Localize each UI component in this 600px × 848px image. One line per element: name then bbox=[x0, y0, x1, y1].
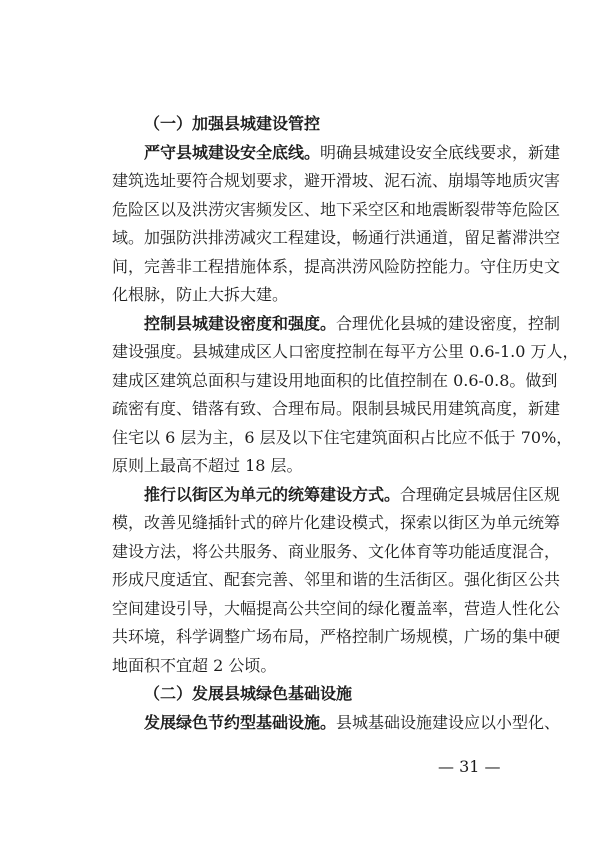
paragraph-line bbox=[112, 310, 561, 339]
paragraph-line bbox=[112, 481, 561, 510]
paragraph-text: 县城基础设施建设应以小型化、 bbox=[336, 712, 561, 732]
paragraph-line: 建筑选址要符合规划要求，避开滑坡、泥石流、崩塌等地质灾害 bbox=[112, 171, 561, 190]
paragraph-lead: 发展绿色节约型基础设施。 bbox=[144, 712, 337, 732]
paragraph-line: 共环境，科学调整广场布局，严格控制广场规模，广场的集中硬 bbox=[112, 627, 561, 646]
paragraph-line: 建成区建筑总面积与建设用地面积的比值控制在 0.6-0.8。做到 bbox=[112, 370, 558, 390]
paragraph-line: 地面积不宜超 2 公顷。 bbox=[112, 655, 277, 675]
paragraph-line: 化根脉，防止大拆大建。 bbox=[112, 285, 289, 304]
paragraph-lead: 控制县城建设密度和强度。 bbox=[144, 313, 337, 333]
paragraph-line: 疏密有度、错落有致、合理布局。限制县城民用建筑高度，新建 bbox=[112, 399, 561, 418]
paragraph-line: 域。加强防洪排涝减灾工程建设，畅通行洪通道，留足蓄滞洪空 bbox=[112, 228, 561, 247]
section-heading-2: （二）发展县城绿色基础设施 bbox=[144, 684, 353, 703]
paragraph-line: 建设方法，将公共服务、商业服务、文化体育等功能适度混合， bbox=[112, 541, 561, 561]
paragraph-line: 原则上最高不超过 18 层。 bbox=[112, 456, 303, 475]
paragraph-lead: 推行以街区为单元的统筹建设方式。 bbox=[144, 484, 401, 504]
paragraph-line: 间，完善非工程措施体系，提高洪涝风险防控能力。守住历史文 bbox=[112, 256, 561, 276]
page-number: — 31 — bbox=[438, 757, 501, 776]
paragraph-lead: 严守县城建设安全底线。 bbox=[144, 142, 321, 162]
paragraph-line: 模，改善见缝插针式的碎片化建设模式，探索以街区为单元统筹 bbox=[112, 513, 561, 532]
paragraph-line: 住宅以 6 层为主，6 层及以下住宅建筑面积占比应不低于 70%， bbox=[112, 427, 573, 447]
paragraph-line bbox=[112, 139, 561, 168]
paragraph-line: 空间建设引导，大幅提高公共空间的绿化覆盖率，营造人性化公 bbox=[112, 598, 561, 618]
paragraph-line: 形成尺度适宜、配套完善、邻里和谐的生活街区。强化街区公共 bbox=[112, 570, 561, 589]
document-body bbox=[112, 110, 579, 737]
paragraph-line: 建设强度。县城建成区人口密度控制在每平方公里 0.6-1.0 万人， bbox=[112, 342, 579, 361]
section-heading-1: （一）加强县城建设管控 bbox=[144, 114, 321, 133]
paragraph-text: 明确县城建设安全底线要求，新建 bbox=[320, 142, 561, 162]
paragraph-text: 合理优化县城的建设密度，控制 bbox=[336, 313, 561, 333]
paragraph-line: 危险区以及洪涝灾害频发区、地下采空区和地震断裂带等危险区 bbox=[112, 199, 561, 219]
paragraph-text: 合理确定县城居住区规 bbox=[400, 484, 561, 504]
paragraph-line bbox=[112, 709, 561, 738]
